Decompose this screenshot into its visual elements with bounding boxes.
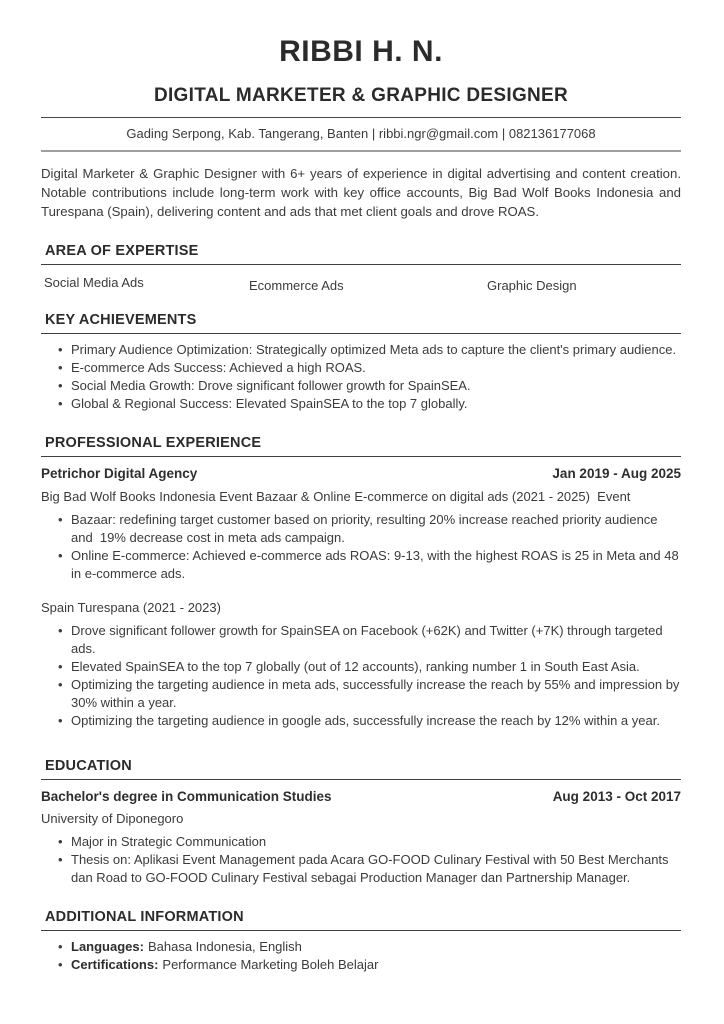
resume-name: RIBBI H. N. xyxy=(279,35,443,68)
additional-item-value: Bahasa Indonesia, English xyxy=(147,938,302,954)
education-bullet: • Major in Strategic Communication xyxy=(57,833,681,851)
education-bullets xyxy=(57,833,681,887)
section-professional-experience xyxy=(41,434,684,730)
project-title: Spain Turespana (2021 - 2023) xyxy=(41,599,221,615)
experience-bullet: • Elevated SpainSEA to the top 7 globally (out of 12 accounts), ranking number 1 in South East Asia. xyxy=(57,658,681,676)
degree-header-row xyxy=(41,788,681,806)
expertise-item: Graphic Design xyxy=(487,277,577,293)
additional-heading: ADDITIONAL INFORMATION xyxy=(41,909,681,931)
expertise-item: Ecommerce Ads xyxy=(249,277,344,293)
employer-name: Petrichor Digital Agency xyxy=(41,465,198,481)
additional-item xyxy=(57,956,681,974)
employment-dates: Jan 2019 - Aug 2025 xyxy=(552,465,681,481)
expertise-heading: AREA OF EXPERTISE xyxy=(41,243,681,265)
project-bullets xyxy=(57,511,681,583)
experience-bullet: • Optimizing the targeting audience in google ads, successfully increase the reach by 12% within a year. xyxy=(57,712,681,730)
university-name: University of Diponegoro xyxy=(41,810,184,826)
additional-item-label: Certifications: xyxy=(71,956,159,972)
additional-item-label: Languages: xyxy=(71,938,144,954)
additional-item xyxy=(57,938,681,956)
achievements-heading: KEY ACHIEVEMENTS xyxy=(41,312,681,334)
achievement-item: • Social Media Growth: Drove significant follower growth for SpainSEA. xyxy=(57,377,681,395)
project-bullets xyxy=(57,622,684,730)
experience-heading: PROFESSIONAL EXPERIENCE xyxy=(41,435,681,457)
experience-bullet: • Bazaar: redefining target customer based on priority, resulting 20% increase reached priority audience and 19% decrease cost in meta ads campaign. xyxy=(57,511,681,547)
education-bullet: • Thesis on: Aplikasi Event Management pada Acara GO-FOOD Culinary Festival with 50 Best Merchants dan Road to GO-FOOD Culinary Festival sebagai Production Manager dan Partnership Manager. xyxy=(57,851,681,887)
section-key-achievements xyxy=(41,312,681,413)
additional-list xyxy=(57,938,681,974)
achievement-item: • Primary Audience Optimization: Strategically optimized Meta ads to capture the client's primary audience. xyxy=(57,341,681,359)
contact-info: Gading Serpong, Kab. Tangerang, Banten | ribbi.ngr@gmail.com | 082136177068 xyxy=(41,117,681,152)
job-header-row xyxy=(41,465,681,483)
section-education xyxy=(41,758,681,887)
experience-bullet: • Optimizing the targeting audience in meta ads, successfully increase the reach by 55% and impression by 30% within a year. xyxy=(57,676,681,712)
expertise-item: Social Media Ads xyxy=(44,274,144,290)
experience-bullet: • Drove significant follower growth for SpainSEA on Facebook (+62K) and Twitter (+7K) through targeted ads. xyxy=(57,622,681,658)
summary-paragraph: Digital Marketer & Graphic Designer with 6+ years of experience in digital advertising and content creation. Notable contributions include long-term work with key office accounts, Big Bad Wolf Books Indonesia and Turespana (Spain), delivering content and ads that met client goals and drove ROAS. xyxy=(41,165,681,219)
achievements-list xyxy=(57,341,681,413)
education-heading: EDUCATION xyxy=(41,758,681,780)
resume-job-title: DIGITAL MARKETER & GRAPHIC DESIGNER xyxy=(153,84,569,106)
expertise-list xyxy=(41,274,681,293)
additional-item-value: Performance Marketing Boleh Belajar xyxy=(162,956,379,972)
section-additional-information xyxy=(41,909,681,974)
project-title: Big Bad Wolf Books Indonesia Event Bazaar & Online E-commerce on digital ads (2021 - 2025) Event xyxy=(41,488,631,504)
achievement-item: • E-commerce Ads Success: Achieved a high ROAS. xyxy=(57,359,681,377)
education-dates: Aug 2013 - Oct 2017 xyxy=(552,788,681,804)
experience-bullet: • Online E-commerce: Achieved e-commerce ads ROAS: 9-13, with the highest ROAS is 25 in Meta and 48 in e-commerce ads. xyxy=(57,547,681,583)
degree-title: Bachelor's degree in Communication Studies xyxy=(41,788,332,804)
achievement-item: • Global & Regional Success: Elevated SpainSEA to the top 7 globally. xyxy=(57,395,681,413)
section-area-of-expertise xyxy=(41,242,681,293)
